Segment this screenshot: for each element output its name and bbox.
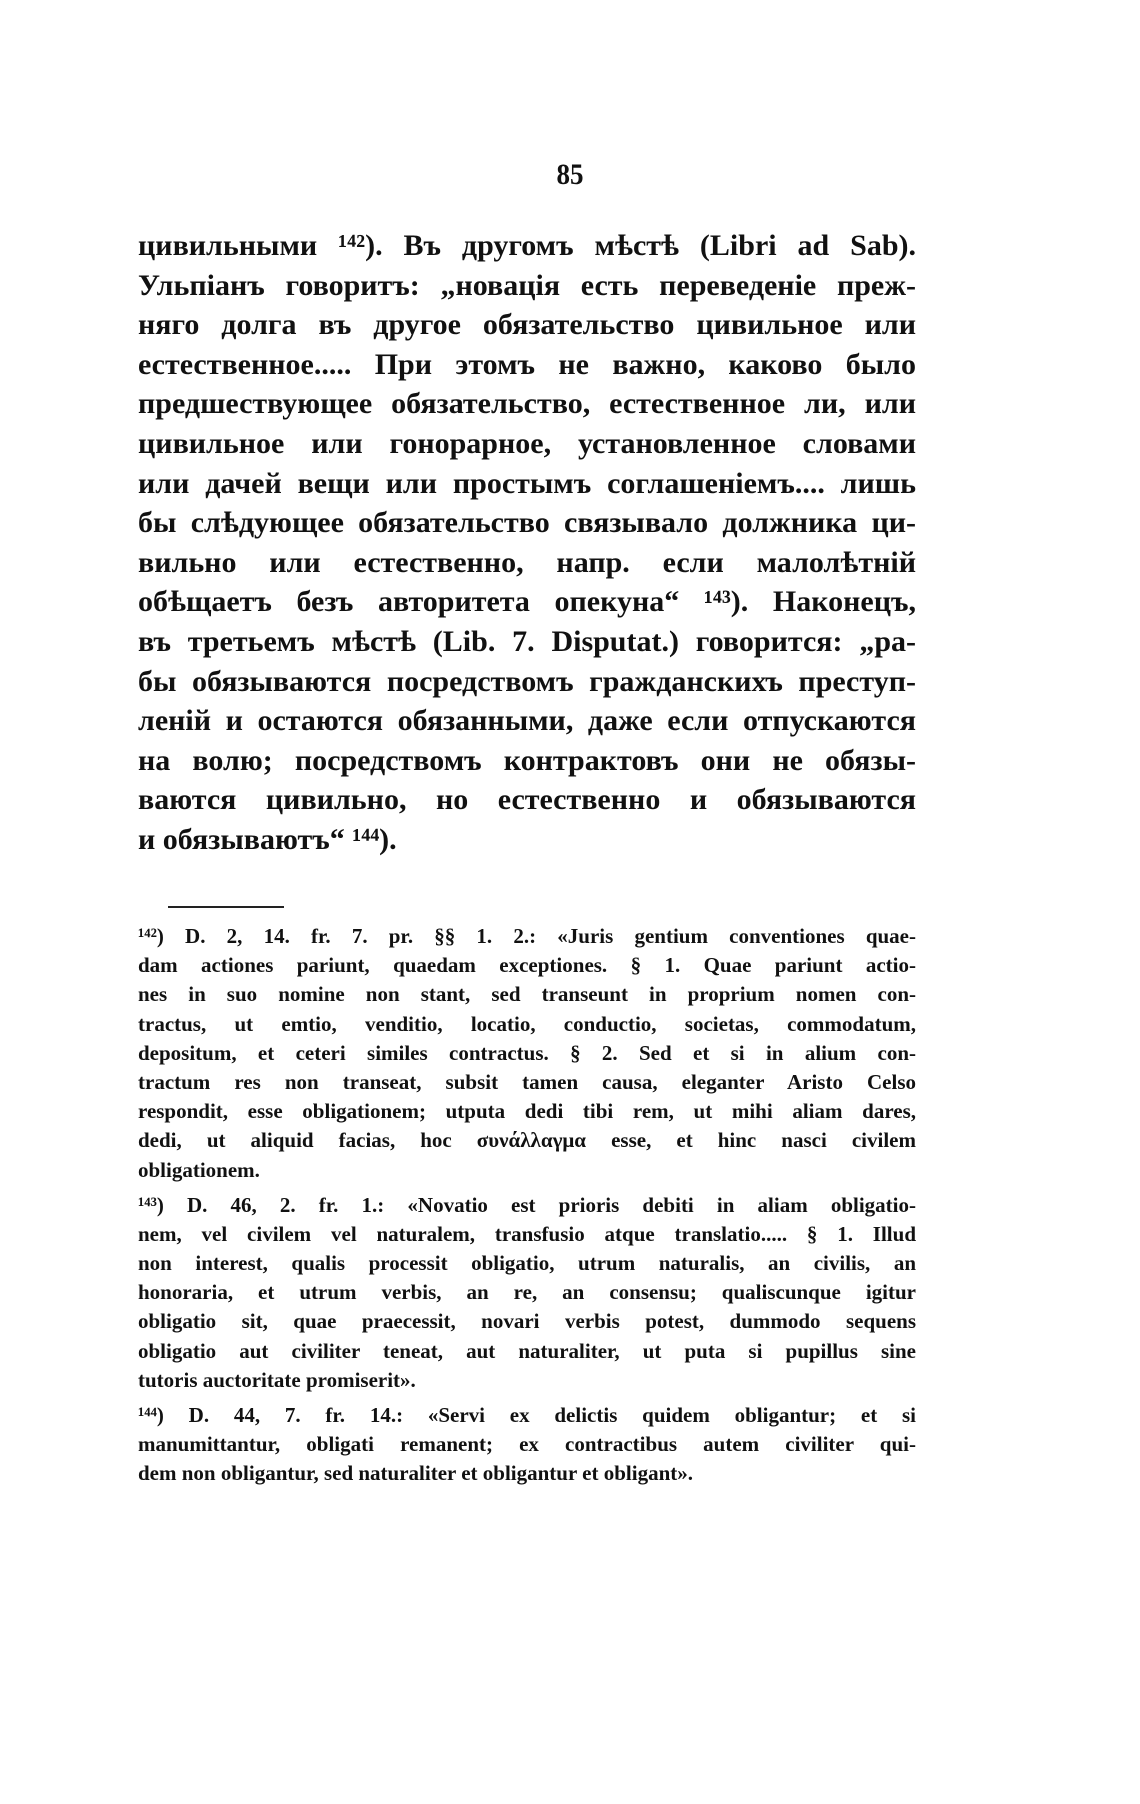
footnote-line: dem non obligantur, sed naturaliter et obligantur et obligant». <box>138 1461 694 1486</box>
page-number: 85 <box>556 158 584 191</box>
footnote-line: obligatio sit, quae praecessit, novari verbis potest, dummodo sequens <box>138 1309 916 1334</box>
footnotes <box>138 922 916 1489</box>
text-line: въ третьемъ мѣстѣ (Lib. 7. Disputat.) говорится: „ра- <box>138 624 916 658</box>
text-line: цивильными ¹⁴²). Въ другомъ мѣстѣ (Libri ad Sab). <box>138 229 916 262</box>
main-text <box>138 226 916 860</box>
footnote-line: honoraria, et utrum verbis, an re, an consensu; qualiscunque igitur <box>138 1280 916 1305</box>
footnote-143 <box>138 1191 916 1395</box>
footnote-line: nem, vel civilem vel naturalem, transfusio atque translatio..... § 1. Illud <box>138 1221 916 1246</box>
text-line: естественное..... При этомъ не важно, каково было <box>138 347 916 381</box>
footnote-line: manumittantur, obligati remanent; ex contractibus autem civiliter qui- <box>138 1432 916 1457</box>
text-line: леній и остаются обязанными, даже если отпускаются <box>138 704 916 738</box>
footnote-line: ¹⁴²) D. 2, 14. fr. 7. pr. §§ 1. 2.: «Juris gentium conventiones quae- <box>138 924 916 948</box>
text-line: на волю; посредствомъ контрактовъ они не обязы- <box>138 743 916 777</box>
text-line: предшествующее обязательство, естественное ли, или <box>138 387 916 421</box>
footnote-line: tractus, ut emtio, venditio, locatio, conductio, societas, commodatum, <box>138 1011 916 1036</box>
footnote-144 <box>138 1401 916 1489</box>
footnote-line: non interest, qualis processit obligatio, utrum naturalis, an civilis, an <box>138 1251 916 1276</box>
text-line: бы обязываются посредствомъ гражданскихъ преступ- <box>138 664 916 698</box>
text-line: и обязываютъ“ ¹⁴⁴). <box>138 822 397 856</box>
text-line: няго долга въ другое обязательство цивильное или <box>138 308 916 342</box>
text-line: Ульпіанъ говоритъ: „новація есть переведеніе преж- <box>138 268 916 302</box>
text-line: или дачей вещи или простымъ соглашеніемъ.... лишь <box>138 466 916 500</box>
footnote-line: obligatio aut civiliter teneat, aut naturaliter, ut puta si pupillus sine <box>138 1338 916 1363</box>
text-line: ваются цивильно, но естественно и обязываются <box>138 783 916 817</box>
footnote-line: ¹⁴³) D. 46, 2. fr. 1.: «Novatio est prioris debiti in aliam obligatio- <box>138 1192 916 1217</box>
footnote-line: ¹⁴⁴) D. 44, 7. fr. 14.: «Servi ex delictis quidem obligantur; et si <box>138 1403 916 1427</box>
footnote-line: nes in suo nomine non stant, sed transeunt in proprium nomen con- <box>138 982 916 1007</box>
text-line: вильно или естественно, напр. если малолѣтній <box>138 545 916 579</box>
footnote-line: tutoris auctoritate promiserit». <box>138 1367 416 1392</box>
footnote-line: dam actiones pariunt, quaedam exceptiones. § 1. Quae pariunt actio- <box>138 953 916 978</box>
footnote-line: respondit, esse obligationem; utputa dedi tibi rem, ut mihi aliam dares, <box>138 1099 916 1124</box>
footnote-line: tractum res non transeat, subsit tamen causa, eleganter Aristo Celso <box>138 1069 916 1094</box>
text-line: цивильное или гонорарное, установленное словами <box>138 426 916 460</box>
footnote-line: obligationem. <box>138 1157 260 1182</box>
footnote-line: dedi, ut aliquid facias, hoc συνάλλαγμα esse, et hinc nasci civilem <box>138 1128 916 1153</box>
footnote-line: depositum, et ceteri similes contractus. § 2. Sed et si in alium con- <box>138 1040 916 1065</box>
text-line: обѣщаетъ безъ авторитета опекуна“ ¹⁴³). Наконецъ, <box>138 585 916 619</box>
footnote-142 <box>138 922 916 1185</box>
text-line: бы слѣдующее обязательство связывало должника ци- <box>138 506 916 540</box>
footnote-divider <box>168 906 284 908</box>
